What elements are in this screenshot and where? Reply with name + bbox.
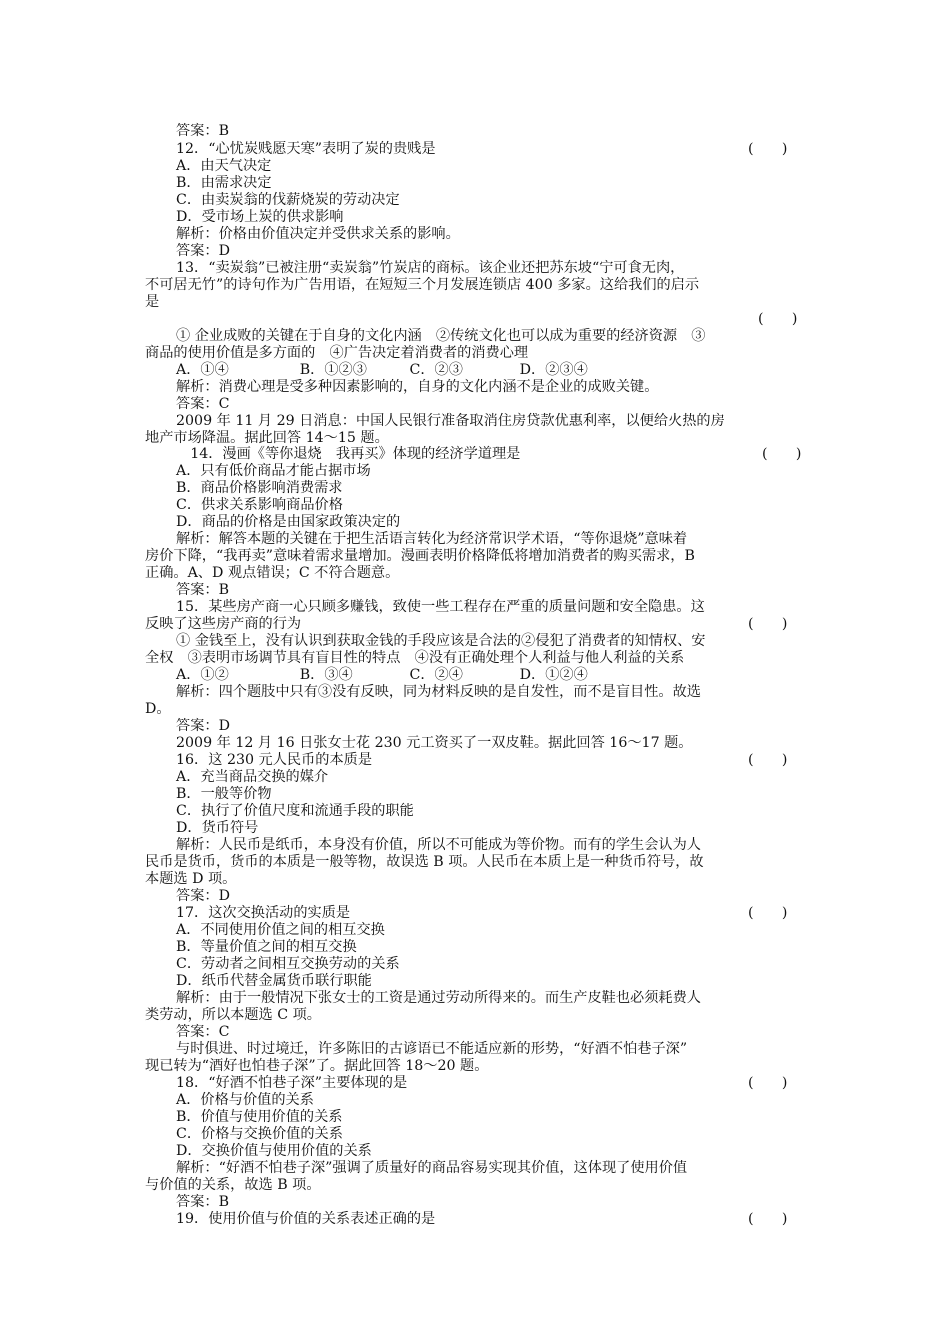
text-line: 现已转为“酒好也怕巷子深”了。据此回答 18～20 题。 bbox=[145, 1058, 489, 1074]
text-line: 答案：B bbox=[176, 1194, 229, 1210]
answer-bracket: ( ) bbox=[748, 141, 788, 157]
text-line: 19．使用价值与价值的关系表述正确的是 bbox=[176, 1211, 436, 1227]
text-line: C．由卖炭翁的伐薪烧炭的劳动决定 bbox=[176, 192, 400, 208]
text-line: A．由天气决定 bbox=[176, 158, 272, 174]
text-line: 解析：由于一般情况下张女士的工资是通过劳动所得来的。而生产皮鞋也必须耗费人 bbox=[176, 990, 701, 1006]
text-line: 民币是货币，货币的本质是一般等物，故误选 B 项。人民币在本质上是一种货币符号，故 bbox=[145, 854, 704, 870]
text-line: 17．这次交换活动的实质是 bbox=[176, 905, 351, 921]
text-line: A．①④ B．①②③ C．②③ D．②③④ bbox=[176, 362, 588, 378]
text-line: 与时俱进、时过境迁，许多陈旧的古谚语已不能适应新的形势，“好酒不怕巷子深” bbox=[176, 1041, 688, 1057]
text-line: 房价下降，“我再卖”意味着需求量增加。漫画表明价格降低将增加消费者的购买需求，B bbox=[145, 548, 695, 564]
text-line: 地产市场降温。据此回答 14～15 题。 bbox=[145, 430, 389, 446]
text-line: 答案：B bbox=[176, 582, 229, 598]
text-line: A．①② B．③④ C．②④ D．①②④ bbox=[176, 667, 588, 683]
text-line: 解析：价格由价值决定并受供求关系的影响。 bbox=[176, 226, 460, 242]
text-line: 解析：解答本题的关键在于把生活语言转化为经济常识学术语，“等你退烧”意味着 bbox=[176, 531, 688, 547]
text-line: B．价值与使用价值的关系 bbox=[176, 1109, 343, 1125]
text-line: D．交换价值与使用价值的关系 bbox=[176, 1143, 372, 1159]
text-line: 商品的使用价值是多方面的 ④广告决定着消费者的消费心理 bbox=[145, 345, 529, 361]
text-line: C．价格与交换价值的关系 bbox=[176, 1126, 343, 1142]
answer-bracket: ( ) bbox=[748, 1211, 788, 1227]
text-line: D．受市场上炭的供求影响 bbox=[176, 209, 344, 225]
text-line: 14．漫画《等你退烧 我再买》体现的经济学道理是 bbox=[176, 446, 521, 462]
text-line: B．等量价值之间的相互交换 bbox=[176, 939, 357, 955]
text-line: 不可居无竹”的诗句作为广告用语，在短短三个月发展连锁店 400 多家。这给我们的启示 bbox=[145, 277, 700, 293]
text-line: 答案：C bbox=[176, 396, 230, 412]
text-line: 答案：B bbox=[176, 123, 229, 139]
text-line: 答案：D bbox=[176, 718, 230, 734]
text-line bbox=[176, 311, 804, 328]
text-line: 与价值的关系，故选 B 项。 bbox=[145, 1177, 321, 1193]
text-line: 全权 ③表明市场调节具有盲目性的特点 ④没有正确处理个人利益与他人利益的关系 bbox=[145, 650, 685, 666]
text-line: C．劳动者之间相互交换劳动的关系 bbox=[176, 956, 400, 972]
text-line: 正确。A、D 观点错误；C 不符合题意。 bbox=[145, 565, 400, 581]
answer-bracket: ( ) bbox=[758, 311, 798, 327]
text-line: A．只有低价商品才能占据市场 bbox=[176, 463, 371, 479]
text-line: B．一般等价物 bbox=[176, 786, 272, 802]
text-line: ① 企业成败的关键在于自身的文化内涵 ②传统文化也可以成为重要的经济资源 ③ bbox=[176, 328, 706, 344]
text-line: 15．某些房产商一心只顾多赚钱，致使一些工程存在严重的质量问题和安全隐患。这 bbox=[176, 599, 705, 615]
text-line: D．纸币代替金属货币联行职能 bbox=[176, 973, 372, 989]
text-line: 解析：四个题肢中只有③没有反映，同为材料反映的是自发性，而不是盲目性。故选 bbox=[176, 684, 701, 700]
text-line: 是 bbox=[145, 294, 160, 310]
text-line: ① 金钱至上，没有认识到获取金钱的手段应该是合法的②侵犯了消费者的知情权、安 bbox=[176, 633, 706, 649]
text-line: B．商品价格影响消费需求 bbox=[176, 480, 343, 496]
answer-bracket: ( ) bbox=[748, 752, 788, 768]
answer-bracket: ( ) bbox=[748, 905, 788, 921]
text-line: 本题选 D 项。 bbox=[145, 871, 237, 887]
text-line: 解析：人民币是纸币，本身没有价值，所以不可能成为等价物。而有的学生会认为人 bbox=[176, 837, 701, 853]
text-line: 反映了这些房产商的行为 bbox=[145, 616, 302, 632]
text-line: 16．这 230 元人民币的本质是 bbox=[176, 752, 373, 768]
text-line: D．货币符号 bbox=[176, 820, 259, 836]
answer-bracket: ( ) bbox=[762, 446, 802, 462]
text-line: C．供求关系影响商品价格 bbox=[176, 497, 343, 513]
text-line: 答案：D bbox=[176, 243, 230, 259]
text-line: 2009 年 12 月 16 日张女士花 230 元工资买了一双皮鞋。据此回答 16～17 题。 bbox=[176, 735, 693, 751]
text-line: 类劳动，所以本题选 C 项。 bbox=[145, 1007, 321, 1023]
text-line: 12．“心忧炭贱愿天寒”表明了炭的贵贱是 bbox=[176, 141, 436, 157]
text-line: 解析：消费心理是受多种因素影响的，自身的文化内涵不是企业的成败关键。 bbox=[176, 379, 659, 395]
text-line: 13．“卖炭翁”已被注册“卖炭翁”竹炭店的商标。该企业还把苏东坡“宁可食无肉， bbox=[176, 260, 685, 276]
text-line: 答案：C bbox=[176, 1024, 230, 1040]
text-line: 18．“好酒不怕巷子深”主要体现的是 bbox=[176, 1075, 408, 1091]
text-line: A．价格与价值的关系 bbox=[176, 1092, 314, 1108]
answer-bracket: ( ) bbox=[748, 616, 788, 632]
text-line: C．执行了价值尺度和流通手段的职能 bbox=[176, 803, 414, 819]
text-line: B．由需求决定 bbox=[176, 175, 272, 191]
text-line: D。 bbox=[145, 701, 171, 717]
text-line: 解析：“好酒不怕巷子深”强调了质量好的商品容易实现其价值，这体现了使用价值 bbox=[176, 1160, 688, 1176]
text-line: A．不同使用价值之间的相互交换 bbox=[176, 922, 385, 938]
text-line: 2009 年 11 月 29 日消息：中国人民银行准备取消住房贷款优惠利率，以便给火热的房 bbox=[176, 413, 725, 429]
answer-bracket: ( ) bbox=[748, 1075, 788, 1091]
text-line: A．充当商品交换的媒介 bbox=[176, 769, 329, 785]
text-line: D．商品的价格是由国家政策决定的 bbox=[176, 514, 401, 530]
text-line: 答案：D bbox=[176, 888, 230, 904]
